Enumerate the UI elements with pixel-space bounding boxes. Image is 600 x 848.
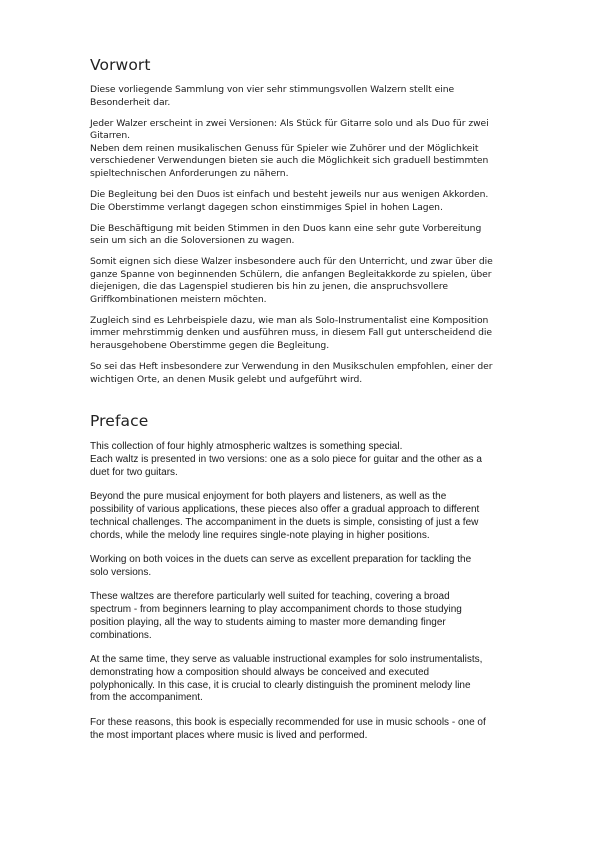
vorwort-paragraph	[90, 361, 530, 386]
preface-text-line: chords, while the melody line requires single-note playing in higher positions.	[90, 529, 430, 541]
preface-text-line: spectrum - from beginners learning to play accompaniment chords to those studying	[90, 603, 462, 615]
vorwort-body	[90, 84, 530, 386]
preface-paragraph	[90, 591, 530, 642]
preface-text-line: solo versions.	[90, 566, 152, 578]
vorwort-paragraph	[90, 84, 530, 109]
document-page	[90, 56, 530, 754]
preface-paragraph	[90, 554, 530, 580]
preface-text-line: Each waltz is presented in two versions: one as a solo piece for guitar and the other as a	[90, 454, 482, 466]
vorwort-text-line: Jeder Walzer erscheint in zwei Versionen: Als Stück für Gitarre solo und als Duo für zwei	[90, 117, 489, 129]
preface-text-line: combinations.	[90, 629, 152, 641]
preface-paragraph	[90, 441, 530, 479]
preface-text-line: This collection of four highly atmospheric waltzes is something special.	[90, 441, 403, 453]
vorwort-text-line: Besonderheit dar.	[90, 96, 171, 108]
vorwort-text-line: sein um sich an die Soloversionen zu wagen.	[90, 235, 295, 247]
preface-text-line: from the accompaniment.	[90, 692, 203, 704]
vorwort-text-line: So sei das Heft insbesondere zur Verwendung in den Musikschulen empfohlen, einer der	[90, 361, 493, 373]
preface-text-line: demonstrating how a composition should always be conceived and executed	[90, 666, 430, 678]
vorwort-text-line: ganze Spanne von beginnenden Schülern, die anfangen Begleitakkorde zu spielen, über	[90, 268, 492, 280]
vorwort-paragraph	[90, 256, 530, 306]
preface-title: Preface	[90, 412, 149, 431]
vorwort-text-line: Neben dem reinen musikalischen Genuss für Spieler wie Zuhörer und der Möglichkeit	[90, 142, 479, 154]
preface-text-line: At the same time, they serve as valuable instructional examples for solo instrumentalists,	[90, 653, 483, 665]
vorwort-paragraph	[90, 189, 530, 214]
vorwort-text-line: herausgehobene Oberstimme gegen die Begleitung.	[90, 340, 330, 352]
vorwort-text-line: wichtigen Orte, an denen Musik gelebt und aufgeführt wird.	[90, 373, 363, 385]
vorwort-text-line: Griffkombinationen meistern möchten.	[90, 293, 267, 305]
vorwort-paragraph	[90, 315, 530, 353]
preface-text-line: Working on both voices in the duets can serve as excellent preparation for tackling the	[90, 553, 472, 565]
vorwort-text-line: verschiedener Verwendungen bieten sie auch die Möglichkeit sich graduell bestimmten	[90, 155, 489, 167]
preface-text-line: position playing, all the way to students aiming to master more demanding finger	[90, 616, 446, 628]
preface-paragraph	[90, 654, 530, 705]
vorwort-paragraph	[90, 118, 530, 181]
vorwort-text-line: Die Begleitung bei den Duos ist einfach und besteht jeweils nur aus wenigen Akkorden.	[90, 188, 489, 200]
preface-text-line: polyphonically. In this case, it is crucial to clearly distinguish the prominent melody line	[90, 679, 471, 691]
vorwort-title: Vorwort	[90, 56, 151, 74]
preface-body	[90, 441, 530, 742]
vorwort-text-line: Gitarren.	[90, 130, 131, 142]
vorwort-text-line: Somit eignen sich diese Walzer insbesondere auch für den Unterricht, und zwar über die	[90, 256, 493, 268]
preface-text-line: technical challenges. The accompaniment in the duets is simple, consisting of just a few	[90, 516, 479, 528]
preface-text-line: duet for two guitars.	[90, 466, 178, 478]
vorwort-text-line: spieltechnischen Anforderungen zu nähern.	[90, 167, 289, 179]
preface-text-line: For these reasons, this book is especially recommended for use in music schools - one of	[90, 716, 486, 728]
preface-text-line: Beyond the pure musical enjoyment for both players and listeners, as well as the	[90, 491, 447, 503]
preface-text-line: These waltzes are therefore particularly well suited for teaching, covering a broad	[90, 591, 450, 603]
preface-paragraph	[90, 717, 530, 743]
vorwort-text-line: Die Oberstimme verlangt dagegen schon einstimmiges Spiel in hohen Lagen.	[90, 201, 443, 213]
vorwort-text-line: Zugleich sind es Lehrbeispiele dazu, wie man als Solo-Instrumentalist eine Komposition	[90, 314, 489, 326]
vorwort-section	[90, 56, 530, 386]
vorwort-paragraph	[90, 223, 530, 248]
preface-text-line: possibility of various applications, these pieces also offer a gradual approach to different	[90, 504, 480, 515]
vorwort-text-line: immer mehrstimmig denken und ausführen muss, in diesem Fall gut unterscheidend die	[90, 327, 492, 339]
preface-section	[90, 412, 530, 742]
vorwort-text-line: diejenigen, die das Lagenspiel studieren bis hin zu jenen, die anspruchsvollere	[90, 281, 448, 293]
vorwort-text-line: Die Beschäftigung mit beiden Stimmen in den Duos kann eine sehr gute Vorbereitung	[90, 222, 482, 234]
preface-paragraph	[90, 491, 530, 542]
vorwort-text-line: Diese vorliegende Sammlung von vier sehr stimmungsvollen Walzern stellt eine	[90, 84, 455, 95]
preface-text-line: the most important places where music is lived and performed.	[90, 729, 368, 741]
